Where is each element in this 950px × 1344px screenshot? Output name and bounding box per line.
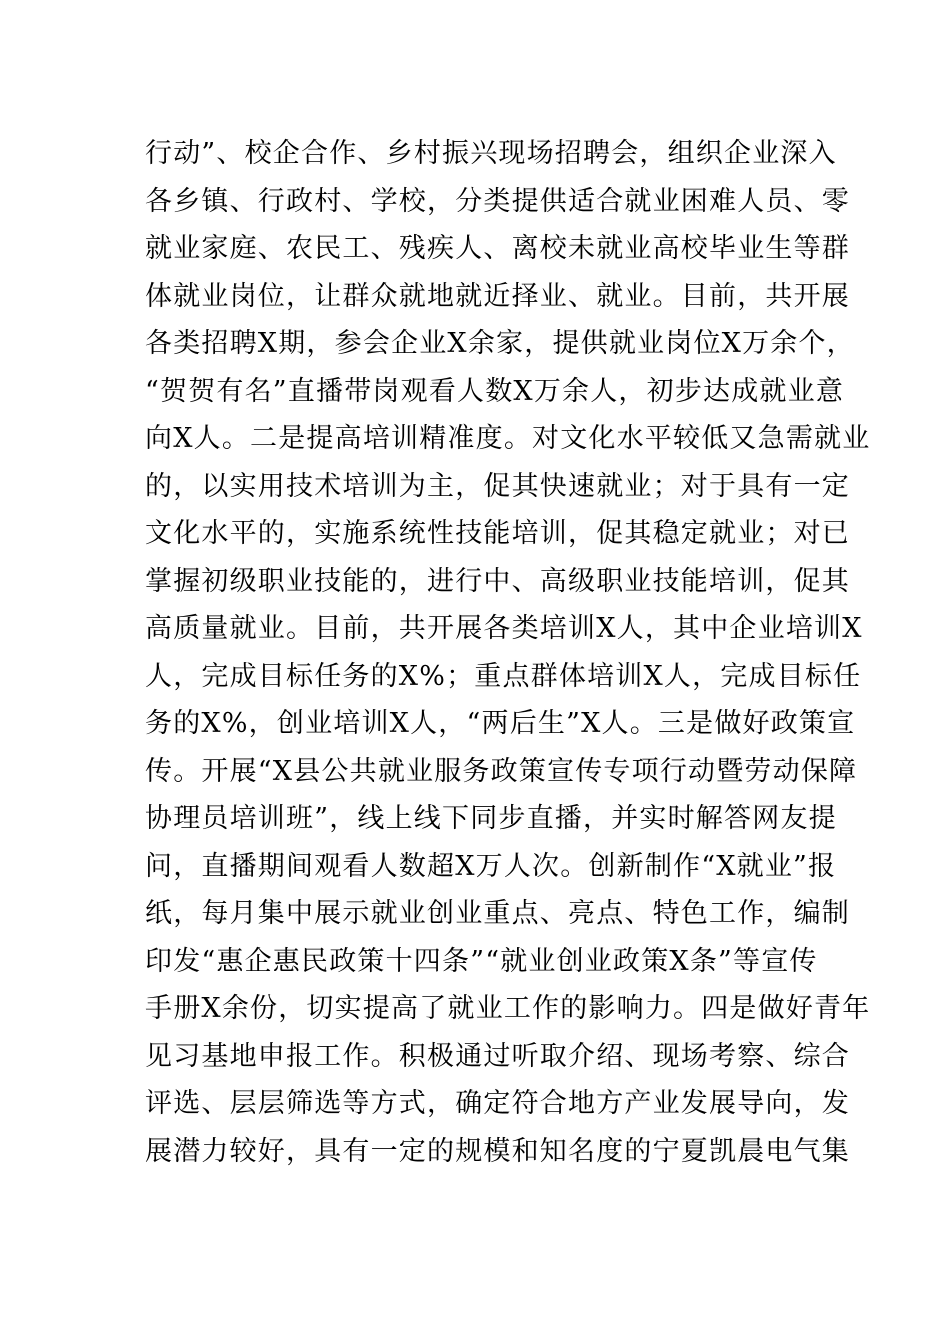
text-line: 的，以实用技术培训为主，促其快速就业；对于具有一定: [145, 470, 850, 502]
text-line: 各乡镇、行政村、学校，分类提供适合就业困难人员、零: [145, 185, 850, 217]
text-line: 见习基地申报工作。积极通过听取介绍、现场考察、综合: [145, 1040, 850, 1072]
body-paragraph: [145, 130, 871, 1175]
text-line: 传。开展“X县公共就业服务政策宣传专项行动暨劳动保障: [145, 755, 858, 787]
text-line: 印发“惠企惠民政策十四条”“就业创业政策X条”等宣传: [145, 945, 818, 977]
text-line: 体就业岗位，让群众就地就近择业、就业。目前，共开展: [145, 280, 850, 312]
text-line: 就业家庭、农民工、残疾人、离校未就业高校毕业生等群: [145, 233, 850, 264]
text-line: 向X人。二是提高培训精准度。对文化水平较低又急需就业: [145, 423, 871, 454]
text-line: 协理员培训班”，线上线下同步直播，并实时解答网友提: [145, 803, 837, 834]
text-line: 各类招聘X期，参会企业X余家，提供就业岗位X万余个，: [145, 328, 855, 359]
text-line: 手册X余份，切实提高了就业工作的影响力。四是做好青年: [145, 993, 871, 1024]
text-line: 高质量就业。目前，共开展各类培训X人，其中企业培训X: [145, 613, 863, 644]
text-line: 纸，每月集中展示就业创业重点、亮点、特色工作，编制: [145, 898, 850, 929]
text-line: “贺贺有名”直播带岗观看人数X万余人，初步达成就业意: [145, 375, 845, 407]
text-line: 展潜力较好，具有一定的规模和知名度的宁夏凯晨电气集: [145, 1135, 850, 1167]
text-line: 文化水平的，实施系统性技能培训，促其稳定就业；对已: [145, 518, 850, 549]
text-line: 行动”、校企合作、乡村振兴现场招聘会，组织企业深入: [145, 138, 837, 169]
text-line: 务的X%，创业培训X人，“两后生”X人。三是做好政策宣: [145, 708, 856, 739]
text-line: 掌握初级职业技能的，进行中、高级职业技能培训，促其: [145, 565, 850, 597]
text-line: 问，直播期间观看人数超X万人次。创新制作“X就业”报: [145, 850, 837, 882]
text-line: 人，完成目标任务的X%；重点群体培训X人，完成目标任: [145, 660, 862, 692]
text-line: 评选、层层筛选等方式，确定符合地方产业发展导向，发: [145, 1088, 850, 1119]
